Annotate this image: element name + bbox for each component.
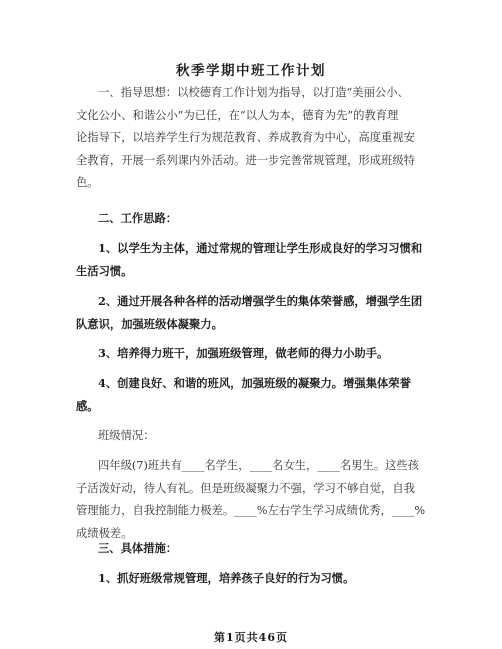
section-heading: 三、具体措施： [98, 541, 178, 555]
text-line: 4、创建良好、和谐的班风，加强班级的凝聚力。增强集体荣誉 [98, 376, 411, 390]
paragraph-measure-1 [76, 567, 426, 590]
text-line: 文化公小、和谐公小”为已任，在“以人为本，德育为先”的教育理 [76, 108, 399, 122]
paragraph-point-4 [76, 372, 426, 417]
text-line: 子活泼好动，待人有礼。但是班级凝聚力不强，学习不够自觉，自我 [76, 481, 415, 495]
text-line: 色。 [76, 176, 99, 190]
paragraph-class-situation [76, 455, 426, 545]
text-line: 生活习惯。 [76, 263, 133, 278]
text-line: 队意识，加强班级体凝聚力。 [76, 316, 223, 331]
paragraph-point-1 [76, 237, 426, 282]
text-line: 一、指导思想：以校德育工作计划为指导，以打造“美丽公小、 [98, 86, 409, 99]
text-line: 1、抓好班级常规管理，培养孩子良好的行为习惯。 [98, 571, 355, 585]
document-title: 秋季学期中班工作计划 [176, 63, 326, 79]
text-line: 1、以学生为主体，通过常规的管理让学生形成良好的学习习惯和 [98, 241, 423, 255]
text-line: 班级情况： [98, 429, 155, 442]
text-line: 论指导下，以培养学生行为规范教育、养成教育为中心，高度重视安 [76, 131, 415, 145]
paragraph-guiding-ideology [76, 82, 426, 195]
text-line: 3、培养得力班干，加强班级管理，做老师的得力小助手。 [98, 346, 389, 360]
paragraph-point-2 [76, 290, 426, 335]
section-heading: 二、工作思路： [98, 211, 178, 225]
text-line: 2、通过开展各种各样的活动增强学生的集体荣誉感，增强学生团 [98, 294, 423, 308]
text-line: 全教育，开展一系列课内外活动。进一步完善常规管理，形成班级特 [76, 153, 415, 167]
class-situation-heading [76, 425, 426, 448]
text-line: 管理能力，自我控制能力极差。____%左右学生学习成绩优秀，____% [76, 504, 426, 518]
text-line: 成绩极差。 [76, 526, 133, 540]
heading-specific-measures [76, 537, 426, 560]
paragraph-point-3 [76, 342, 426, 365]
page-number-footer: 第1页共46页 [214, 631, 288, 644]
text-line: 四年级(7)班共有____名学生，____名女生，____名男生。这些孩 [98, 459, 420, 472]
text-line: 感。 [76, 398, 99, 413]
heading-work-approach [76, 207, 426, 230]
